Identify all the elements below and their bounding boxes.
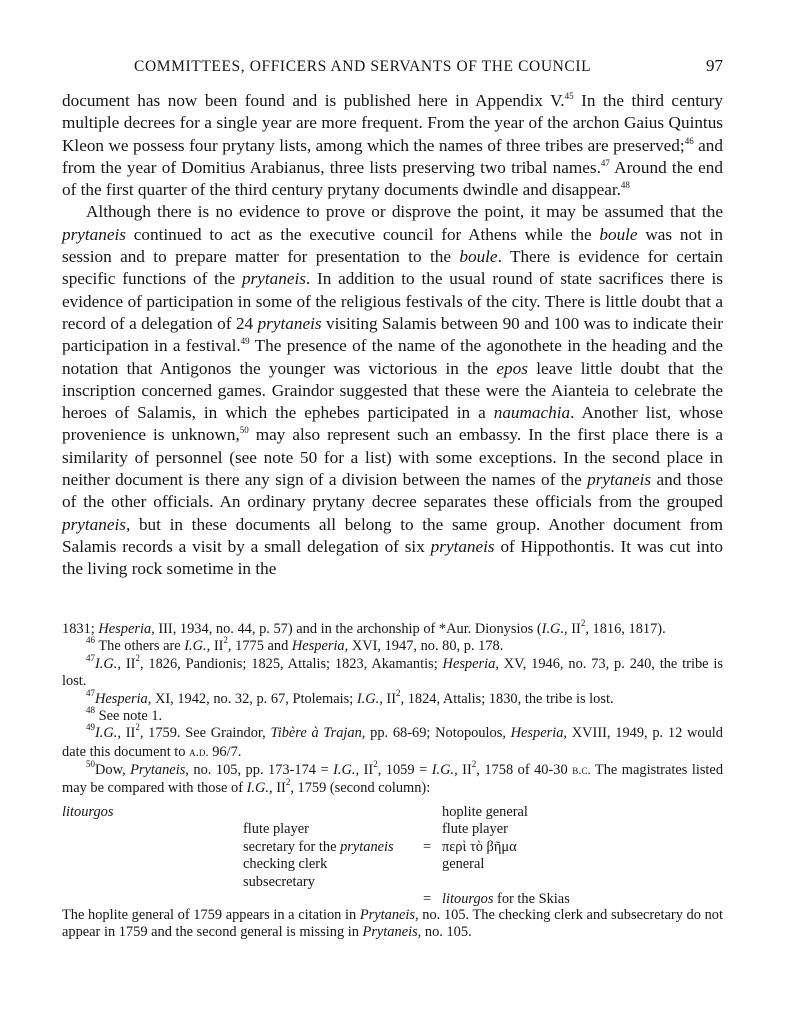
comparison-right: περὶ τὸ βῆμα <box>442 839 517 855</box>
footnote: $^{47}$Hesperia, XI, 1942, no. 32, p. 67, Ptolemais; I.G., $II^2$, 1824, Attalis; 1830, the tribe is lost. <box>86 687 614 707</box>
footnote: $^{48}$ See note 1. <box>86 705 163 725</box>
footnote: $^{50}$Dow, Prytaneis, no. 105, pp. 173-174 = I.G., $II^2$, 1059 = I.G., $II^2$, 1758 of 40-30 b.c. The magistrates listed may be compared with those of I.G., $II^2$, 1759 (second column): <box>62 759 724 796</box>
comparison-right: litourgos for the Skias <box>442 891 570 907</box>
magistrate-comparison <box>62 804 723 908</box>
footnote-ref: 50 <box>239 425 249 436</box>
footnote-continuation: 1831; Hesperia, III, 1934, no. 44, p. 57) and in the archonship of *Aur. Dionysios (I.G., $II^2$, 1816, 1817). <box>62 618 666 637</box>
footnote-ref: 49 <box>240 336 250 347</box>
footnote-ref: 47 <box>600 157 610 168</box>
page-header <box>62 58 723 80</box>
page-number: 97 <box>706 56 723 75</box>
comparison-left: flute player <box>243 821 309 837</box>
footnote-closing: The hoplite general of 1759 appears in a citation in Prytaneis, no. 105. The checking clerk and subsecretary do not appear in 1759 and the second general is missing in Prytaneis, no. 105. <box>62 907 723 941</box>
comparison-left: subsecretary <box>243 874 315 890</box>
footnote: $^{49}$I.G., $II^2$, 1759. See Graindor, Tibère à Trajan, pp. 68-69; Notopoulos, Hesperia, XVIII, 1949, p. 12 would date this document to a.d. 96/7. <box>62 722 723 760</box>
footnote: $^{46}$ The others are I.G., $II^2$, 1775 and Hesperia, XVI, 1947, no. 80, p. 178. <box>86 635 504 655</box>
comparison-left: secretary for the prytaneis <box>243 839 394 855</box>
comparison-right: flute player <box>442 821 508 837</box>
footnote-number: 50 <box>86 759 95 770</box>
footnote-number: 47 <box>86 687 95 698</box>
running-head: COMMITTEES, OFFICERS AND SERVANTS OF THE COUNCIL <box>134 58 592 75</box>
comparison-right: general <box>442 856 485 872</box>
footnotes <box>62 618 724 797</box>
footnote-ref: 45 <box>564 91 574 101</box>
footnote-number: 49 <box>86 722 95 733</box>
footnote-number: 46 <box>86 635 95 646</box>
comparison-left: litourgos <box>62 804 114 820</box>
comparison-left: checking clerk <box>243 856 328 872</box>
footnote-ref: 48 <box>620 180 630 191</box>
footnote: $^{47}$I.G., $II^2$, 1826, Pandionis; 1825, Attalis; 1823, Akamantis; Hesperia, XV, 1946, no. 73, p. 240, the tribe is lost. <box>62 652 724 690</box>
footnote-number: 48 <box>86 705 95 716</box>
footnote-ref: 46 <box>684 135 694 146</box>
equals-sign: = <box>423 891 432 907</box>
main-text <box>62 90 723 581</box>
comparison-right: hoplite general <box>442 804 528 820</box>
paragraph: Although there is no evidence to prove or disprove the point, it may be assumed that the prytaneis continued to act as the executive council for Athens while the boule was not in session and to prepare matter for presentation to the boule. There is evidence for certain specific functions of the prytaneis. In addition to the usual round of state sacrifices there is evidence of participation in some of the religious festivals of the city. There is little doubt that a record of a delegation of 24 prytaneis visiting Salamis between 90 and 100 was to indicate their participation in a festival.$^{49}$ The presence of the name of the agonothete in the heading and the notation that Antigonos the younger was victorious in the epos leave little doubt that the inscription concerned games. Graindor suggested that these were the Aianteia to celebrate the heroes of Salamis, in which the ephebes participated in a naumachia. Another list, whose provenience is unknown,$^{50}$ may also represent such an embassy. In the first place there is a similarity of personnel (see note 50 for a list) with some exceptions. In the second place in neither document is there any sign of a division between the names of the prytaneis and those of the other officials. An ordinary prytany decree separates these officials from the grouped prytaneis, but in these documents all belong to the same group. Another document from Salamis records a visit by a small delegation of six prytaneis of Hippothontis. It was cut into the living rock sometime in the <box>62 202 724 579</box>
equals-sign: = <box>423 839 432 855</box>
footnote-number: 47 <box>86 652 95 663</box>
paragraph: document has now been found and is published here in Appendix V.$^{45}$ In the third century multiple decrees for a single year are more frequent. From the year of the archon Gaius Quintus Kleon we possess four prytany lists, among which the names of three tribes are preserved;$^{46}$ and from the year of Domitius Arabianus, three lists preserving two tribal names.$^{47}$ Around the end of the first quarter of the third century prytany documents dwindle and disappear.$^{48}$ <box>62 91 723 200</box>
